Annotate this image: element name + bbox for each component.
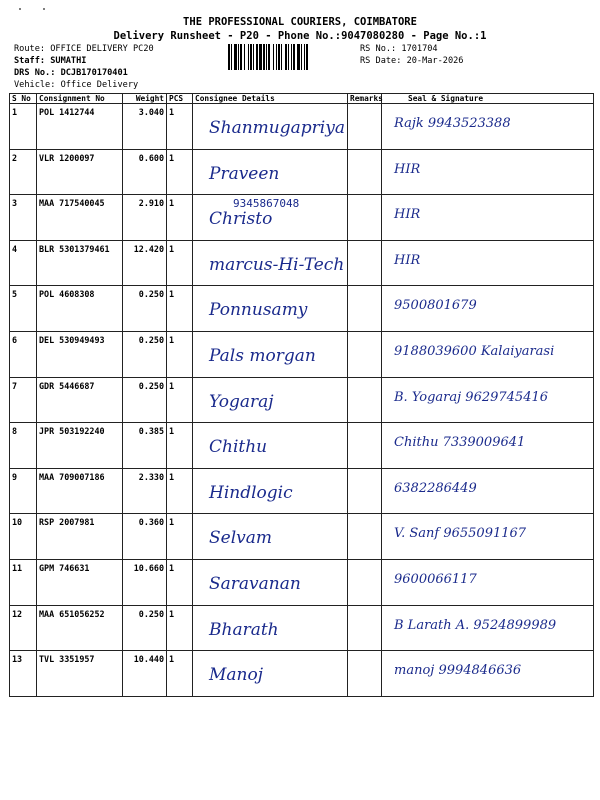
seal-signature: 9600066117 [394, 571, 477, 587]
row-seal-cell [382, 286, 594, 332]
row-pcs: 1 [167, 149, 193, 195]
row-consignee-cell [193, 104, 348, 150]
row-weight: 10.440 [123, 651, 167, 697]
table-row [10, 149, 594, 195]
row-seal-cell [382, 423, 594, 469]
staff-label: Staff: SUMATHI [14, 56, 87, 66]
seal-signature: HIR [394, 252, 421, 268]
vehicle-label: Vehicle: Office Delivery [14, 80, 139, 90]
table-row [10, 104, 594, 150]
row-seal-cell [382, 104, 594, 150]
row-remarks [348, 514, 382, 560]
table-row [10, 195, 594, 241]
row-consignment: VLR 1200097 [37, 149, 123, 195]
row-consignee-cell [193, 468, 348, 514]
row-seal-cell [382, 195, 594, 241]
consignee-signature: Pals morgan [209, 345, 316, 366]
row-pcs: 1 [167, 331, 193, 377]
row-pcs: 1 [167, 468, 193, 514]
row-sno: 5 [10, 286, 37, 332]
table-row [10, 605, 594, 651]
seal-signature: manoj 9994846636 [394, 663, 522, 679]
row-weight: 0.385 [123, 423, 167, 469]
company-title: THE PROFESSIONAL COURIERS, COIMBATORE [183, 16, 417, 28]
seal-signature: 9500801679 [394, 298, 477, 314]
route-label: Route: OFFICE DELIVERY PC20 [14, 44, 154, 54]
row-consignee-cell [193, 195, 348, 241]
row-remarks [348, 331, 382, 377]
row-remarks [348, 559, 382, 605]
row-consignment: JPR 503192240 [37, 423, 123, 469]
row-seal-cell [382, 514, 594, 560]
row-seal-cell [382, 240, 594, 286]
row-consignment: DEL 530949493 [37, 331, 123, 377]
row-pcs: 1 [167, 240, 193, 286]
consignee-signature: Ponnusamy [209, 300, 308, 321]
row-pcs: 1 [167, 651, 193, 697]
row-weight: 12.420 [123, 240, 167, 286]
seal-signature: V. Sanf 9655091167 [394, 526, 527, 542]
table-row [10, 468, 594, 514]
row-consignment: POL 4608308 [37, 286, 123, 332]
header-consignment: Consignment No [37, 94, 123, 104]
row-weight: 2.330 [123, 468, 167, 514]
row-consignment: GPM 746631 [37, 559, 123, 605]
row-seal-cell [382, 651, 594, 697]
row-consignee-cell [193, 149, 348, 195]
drs-label: DRS No.: DCJB170170401 [14, 68, 128, 78]
consignee-signature: Praveen [209, 163, 280, 184]
row-consignee-cell [193, 651, 348, 697]
consignee-signature: Bharath [209, 619, 279, 640]
row-sno: 7 [10, 377, 37, 423]
seal-signature: HIR [394, 161, 421, 177]
table-row [10, 559, 594, 605]
row-sno: 3 [10, 195, 37, 241]
runsheet-table [9, 93, 594, 697]
row-remarks [348, 240, 382, 286]
row-remarks [348, 468, 382, 514]
consignee-signature: Hindlogic [209, 482, 293, 503]
row-weight: 0.250 [123, 331, 167, 377]
consignee-signature: Selvam [209, 528, 273, 549]
row-remarks [348, 605, 382, 651]
consignee-signature: Christo [209, 209, 273, 230]
seal-signature: Chithu 7339009641 [394, 435, 526, 451]
header-weight: Weight [123, 94, 167, 104]
row-weight: 0.250 [123, 605, 167, 651]
table-row [10, 331, 594, 377]
row-consignee-cell [193, 377, 348, 423]
row-sno: 11 [10, 559, 37, 605]
row-weight: 0.600 [123, 149, 167, 195]
row-sno: 1 [10, 104, 37, 150]
header-seal: Seal & Signature [382, 94, 594, 104]
row-seal-cell [382, 468, 594, 514]
row-remarks [348, 286, 382, 332]
table-row [10, 286, 594, 332]
row-pcs: 1 [167, 195, 193, 241]
row-consignment: BLR 5301379461 [37, 240, 123, 286]
table-row [10, 377, 594, 423]
consignee-signature: Shanmugapriya [209, 118, 345, 138]
row-consignee-cell [193, 605, 348, 651]
consignee-signature: Chithu [209, 437, 268, 458]
header-sno: S No [10, 94, 37, 104]
row-weight: 0.360 [123, 514, 167, 560]
row-pcs: 1 [167, 605, 193, 651]
consignee-signature: Saravanan [209, 573, 301, 594]
row-sno: 4 [10, 240, 37, 286]
row-weight: 3.040 [123, 104, 167, 150]
row-weight: 2.910 [123, 195, 167, 241]
seal-signature: 6382286449 [394, 480, 477, 496]
table-row [10, 240, 594, 286]
row-consignment: TVL 3351957 [37, 651, 123, 697]
row-consignee-cell [193, 331, 348, 377]
row-remarks [348, 104, 382, 150]
row-pcs: 1 [167, 104, 193, 150]
row-consignee-cell [193, 240, 348, 286]
row-remarks [348, 423, 382, 469]
seal-signature: B Larath A. 9524899989 [394, 617, 557, 633]
header-consignee: Consignee Details [193, 94, 348, 104]
consignee-signature: Manoj [209, 665, 263, 686]
row-sno: 12 [10, 605, 37, 651]
row-sno: 10 [10, 514, 37, 560]
row-consignment: RSP 2007981 [37, 514, 123, 560]
row-pcs: 1 [167, 286, 193, 332]
runsheet-subtitle: Delivery Runsheet - P20 - Phone No.:9047080280 - Page No.:1 [113, 30, 487, 42]
row-seal-cell [382, 377, 594, 423]
row-pcs: 1 [167, 514, 193, 560]
row-sno: 9 [10, 468, 37, 514]
header-pcs: PCS [167, 94, 193, 104]
row-sno: 2 [10, 149, 37, 195]
table-header-row [10, 94, 594, 104]
row-consignment: POL 1412744 [37, 104, 123, 150]
row-seal-cell [382, 331, 594, 377]
speck-mark [19, 8, 21, 10]
row-sno: 6 [10, 331, 37, 377]
row-weight: 0.250 [123, 286, 167, 332]
table-row [10, 651, 594, 697]
row-weight: 0.250 [123, 377, 167, 423]
speck-mark [43, 8, 45, 10]
row-sno: 8 [10, 423, 37, 469]
row-seal-cell [382, 149, 594, 195]
row-pcs: 1 [167, 559, 193, 605]
consignee-phone: 9345867048 [233, 197, 300, 211]
row-remarks [348, 195, 382, 241]
row-consignee-cell [193, 423, 348, 469]
consignee-signature: Yogaraj [209, 391, 274, 412]
row-remarks [348, 377, 382, 423]
table-row [10, 423, 594, 469]
row-consignee-cell [193, 559, 348, 605]
row-seal-cell [382, 559, 594, 605]
row-consignee-cell [193, 286, 348, 332]
row-consignment: MAA 709007186 [37, 468, 123, 514]
consignee-signature: marcus-Hi-Tech [209, 254, 345, 275]
row-consignment: GDR 5446687 [37, 377, 123, 423]
barcode [228, 44, 354, 70]
row-consignment: MAA 651056252 [37, 605, 123, 651]
seal-signature: B. Yogaraj 9629745416 [394, 389, 549, 405]
row-weight: 10.660 [123, 559, 167, 605]
rs-date: RS Date: 20-Mar-2026 [360, 56, 464, 66]
seal-signature: Rajk 9943523388 [394, 116, 511, 131]
row-remarks [348, 651, 382, 697]
table-row [10, 514, 594, 560]
row-pcs: 1 [167, 377, 193, 423]
row-sno: 13 [10, 651, 37, 697]
row-consignee-cell [193, 514, 348, 560]
seal-signature: HIR [394, 207, 421, 223]
row-remarks [348, 149, 382, 195]
row-pcs: 1 [167, 423, 193, 469]
header-remarks: Remarks [348, 94, 382, 104]
rs-number: RS No.: 1701704 [360, 44, 438, 54]
seal-signature: 9188039600 Kalaiyarasi [394, 343, 555, 359]
row-seal-cell [382, 605, 594, 651]
row-consignment: MAA 717540045 [37, 195, 123, 241]
